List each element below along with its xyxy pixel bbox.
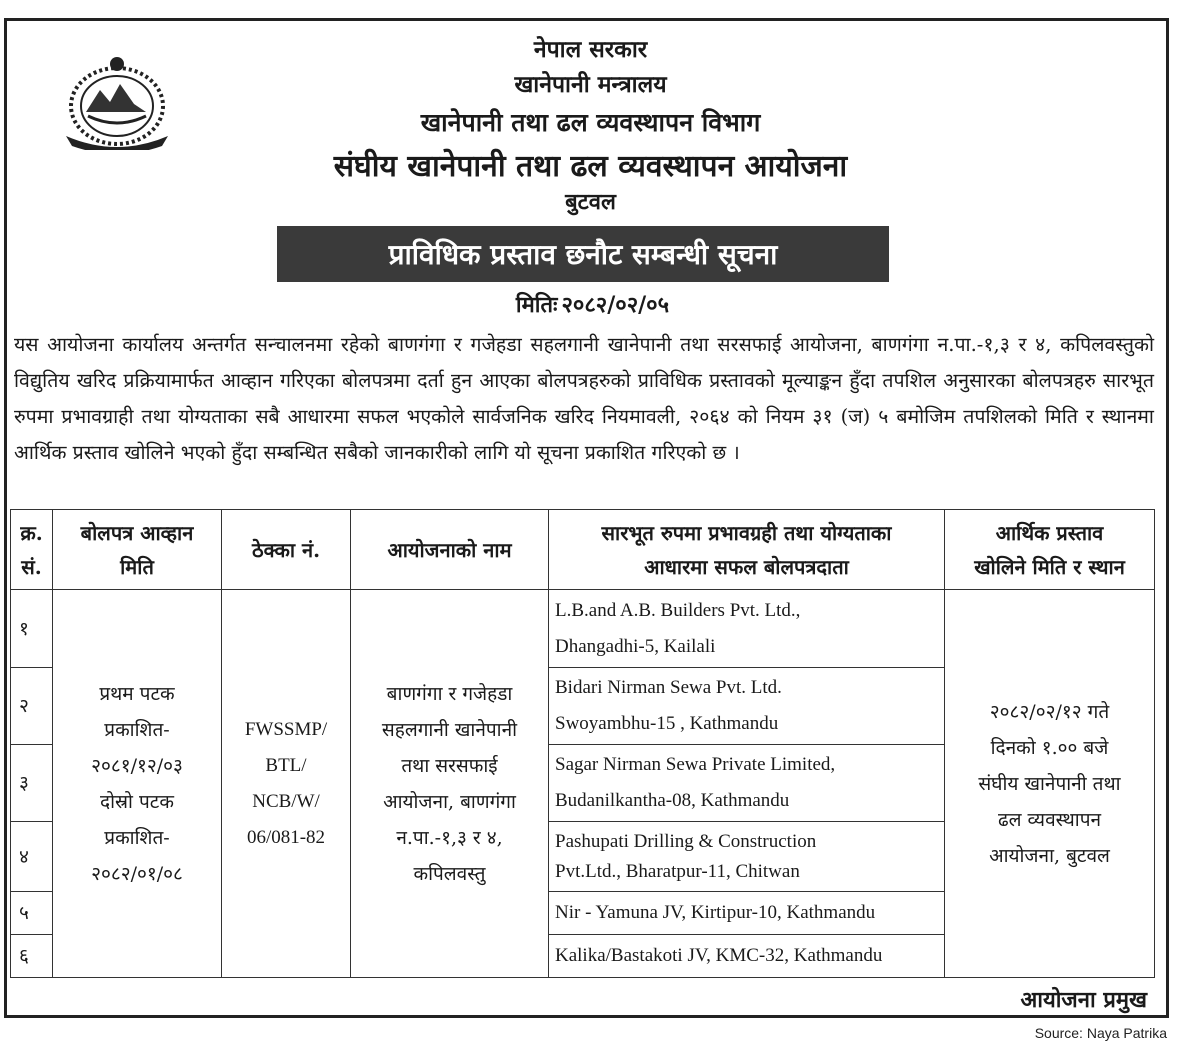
bidder-cell: Bidari Nirman Sewa Pvt. Ltd. Swoyambhu-15 , Kathmandu [549,668,945,745]
header-opening: आर्थिक प्रस्ताव खोलिने मिति र स्थान [945,510,1155,590]
header-contract-no: ठेक्का नं. [222,510,351,590]
header-sn: क्र. सं. [11,510,53,590]
bid-date-cell: प्रथम पटक प्रकाशित- २०८१/१२/०३ दोस्रो पटक प्रकाशित- २०८२/०१/०८ [53,590,222,978]
ministry-name: खानेपानी मन्त्रालय [514,71,667,98]
row-sn: ३ [11,745,53,822]
notice-title: प्राविधिक प्रस्ताव छनौट सम्बन्धी सूचना [277,226,889,282]
date-label: मितिः [515,292,558,318]
header-bidder: सारभूत रुपमा प्रभावग्रही तथा योग्यताका आधारमा सफल बोलपत्रदाता [549,510,945,590]
notice-body: यस आयोजना कार्यालय अन्तर्गत सन्चालनमा रहेको बाणगंगा र गजेहडा सहलगानी खानेपानी तथा सरसफाई आयोजना, बाणगंगा न.पा.-१,३ र ४, कपिलवस्तुको विद्युतिय खरिद प्रक्रियामार्फत आव्हान गरिएका बोलपत्रमा दर्ता हुन आएका बोलपत्रहरुको प्राविधिक प्रस्तावको मूल्याङ्कन हुँदा तपशिल अनुसारका बोलपत्रहरु सारभूत रुपमा प्रभावग्राही तथा योग्यताका सबै आधारमा सफल भएकोले सार्वजनिक खरिद नियमावली, २०६४ को नियम ३१ (ज) ५ बमोजिम तपशिलको मिति र स्थानमा आर्थिक प्रस्ताव खोलिने भएको हुँदा सम्बन्धित सबैको जानकारीको लागि यो सूचना प्रकाशित गरिएको छ । [14,333,1154,464]
government-name: नेपाल सरकार [533,36,648,63]
project-name-cell: बाणगंगा र गजेहडा सहलगानी खानेपानी तथा सरसफाई आयोजना, बाणगंगा न.पा.-१,३ र ४, कपिलवस्तु [351,590,549,978]
department-name: खानेपानी तथा ढल व्यवस्थापन विभाग [420,108,761,137]
bidder-cell: Kalika/Bastakoti JV, KMC-32, Kathmandu [549,935,945,978]
notice-date [0,289,1181,319]
row-sn: ४ [11,822,53,892]
source-credit: Source: Naya Patrika [1034,1025,1167,1041]
bidder-cell: Nir - Yamuna JV, Kirtipur-10, Kathmandu [549,892,945,935]
row-sn: २ [11,668,53,745]
row-sn: ५ [11,892,53,935]
bidder-cell: Sagar Nirman Sewa Private Limited, Budanilkantha-08, Kathmandu [549,745,945,822]
row-sn: ६ [11,935,53,978]
project-name-heading: संघीय खानेपानी तथा ढल व्यवस्थापन आयोजना [333,149,848,184]
contract-no-cell: FWSSMP/ BTL/ NCB/W/ 06/081-82 [222,590,351,978]
header-project-name: आयोजनाको नाम [351,510,549,590]
opening-cell: २०८२/०२/१२ गते दिनको १.०० बजे संघीय खानेपानी तथा ढल व्यवस्थापन आयोजना, बुटवल [945,590,1155,978]
signatory: आयोजना प्रमुख [1020,987,1147,1013]
bidder-cell: Pashupati Drilling & Construction Pvt.Ltd., Bharatpur-11, Chitwan [549,822,945,892]
date-value: २०८२/०२/०५ [561,292,670,318]
table-row [11,590,1155,668]
office-location: बुटवल [565,189,616,215]
header-bid-date: बोलपत्र आव्हान मिति [53,510,222,590]
table-header-row [11,510,1155,590]
row-sn: १ [11,590,53,668]
results-table [10,509,1155,978]
bidder-cell: L.B.and A.B. Builders Pvt. Ltd., Dhangadhi-5, Kailali [549,590,945,668]
